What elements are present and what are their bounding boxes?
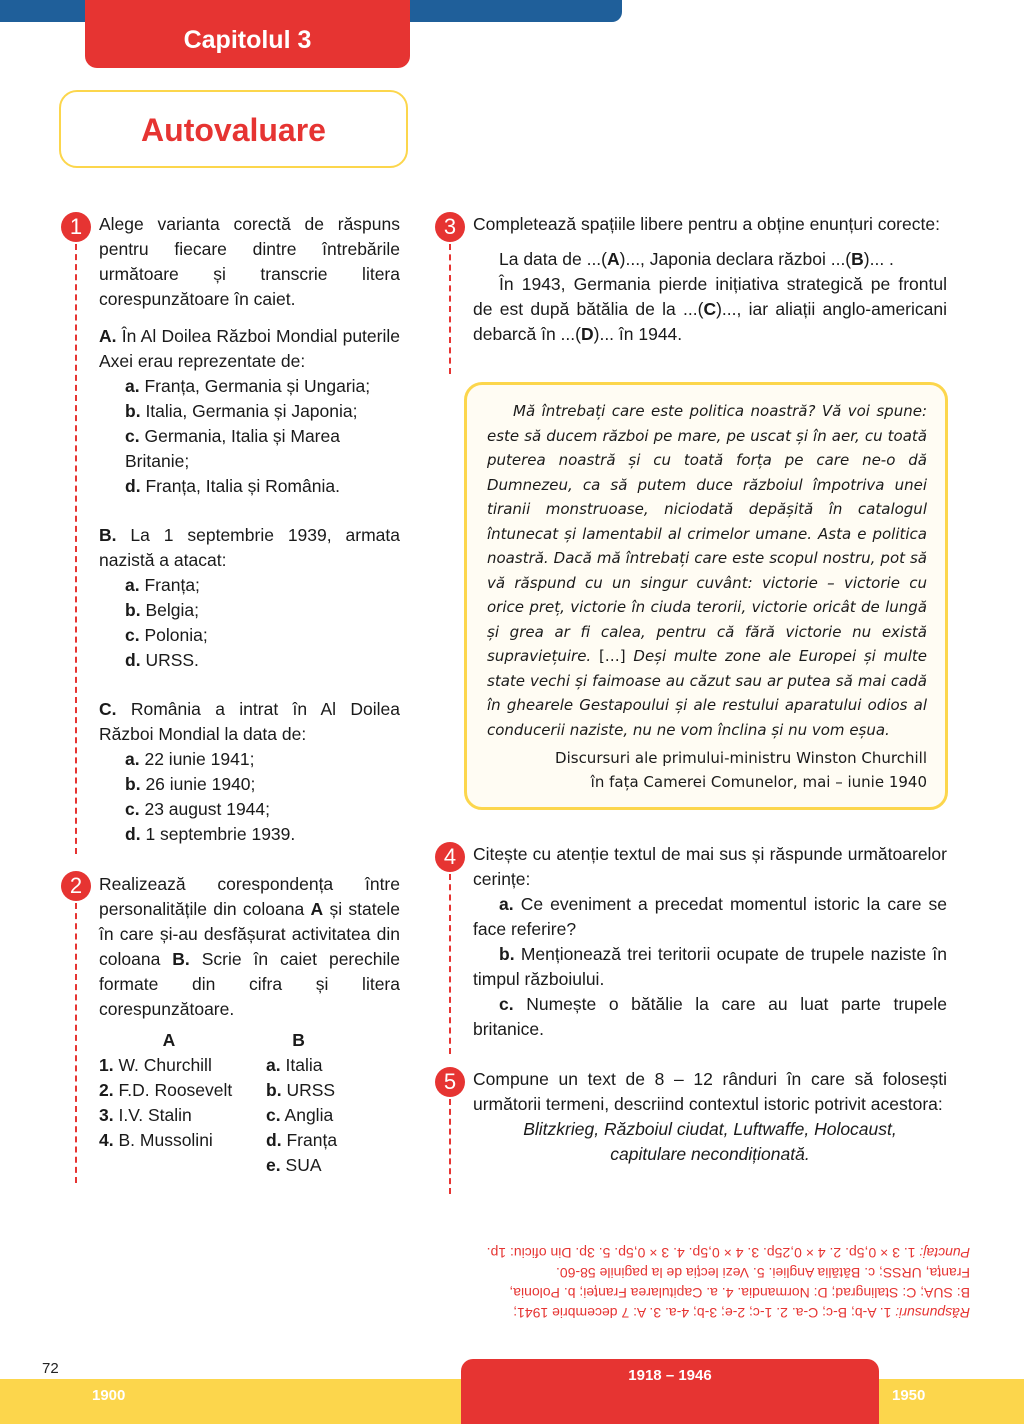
exercise-5-instruction: Compune un text de 8 – 12 rânduri în care să folosești următorii termeni, descriind contextul istoric potrivit acestora:	[473, 1069, 947, 1114]
exercise-3	[473, 212, 947, 347]
answer-line: Răspunsuri: 1. A-b; B-c; C-a. 2. 1-c; 2-e; 3-b; 4-a. 3. A: 7 decembrie 1941;	[513, 1305, 970, 1321]
answer-line: Franța, URSS; c. Bătălia Angliei. 5. Vezi lecția de la paginile 58-60.	[555, 1265, 970, 1281]
question-c: C. România a intrat în Al Doilea Război Mondial la data de:	[99, 699, 400, 744]
column-a-item: 2. F.D. Roosevelt	[99, 1080, 233, 1100]
answer-line: B: SUA; C: Stalingrad; D: Normandia. 4. a. Capitularea Franței; b. Polonia,	[509, 1285, 970, 1301]
exercise-3-instruction: Completează spațiile libere pentru a obține enunțuri corecte:	[473, 214, 940, 234]
exercise-3-badge: 3	[435, 212, 465, 242]
fill-in-sentence-2: În 1943, Germania pierde inițiativa strategică pe frontul de est după bătălia de la ...(C)..., iar aliații anglo-americani debarcă în ...(D)... în 1944.	[473, 274, 947, 344]
question-a: A. În Al Doilea Război Mondial puterile Axei erau reprezentate de:	[99, 326, 400, 371]
timeline-period-tab	[461, 1359, 879, 1424]
exercise-3-dashed-line	[449, 244, 451, 374]
column-a	[99, 1028, 266, 1178]
matching-table	[99, 1028, 400, 1178]
column-a-item: 3. I.V. Stalin	[99, 1105, 192, 1125]
option: a. Franța;	[125, 575, 200, 595]
option: c. 23 august 1944;	[125, 799, 271, 819]
column-b-item: b. URSS	[266, 1080, 336, 1100]
exercise-1-dashed-line	[75, 244, 77, 854]
column-b-header: B	[292, 1030, 305, 1050]
exercise-4-item: a. Ce eveniment a precedat momentul istoric la care se face referire?	[473, 894, 947, 939]
exercise-4	[473, 842, 947, 1042]
option: d. URSS.	[125, 650, 199, 670]
column-b-item: d. Franța	[266, 1130, 338, 1150]
exercise-5-badge: 5	[435, 1067, 465, 1097]
column-b-item: a. Italia	[266, 1055, 323, 1075]
answer-line: Punctaj: 1. 3 × 0,5p. 2. 4 × 0,25p. 3. 4 × 0,5p. 4. 3 × 0,5p. 5. 3p. Din oficiu: 1p.	[486, 1245, 970, 1261]
terms-list: Blitzkrieg, Războiul ciudat, Luftwaffe, Holocaust, capitulare necondiționată.	[523, 1119, 897, 1164]
exercise-5	[473, 1067, 947, 1167]
chapter-tab	[85, 0, 410, 68]
option: c. Polonia;	[125, 625, 208, 645]
exercise-5-dashed-line	[449, 1099, 451, 1194]
exercise-2-badge: 2	[61, 871, 91, 901]
column-b-item: c. Anglia	[266, 1105, 334, 1125]
option: c. Germania, Italia și Marea Britanie;	[125, 426, 340, 471]
option: b. 26 iunie 1940;	[125, 774, 256, 794]
column-b	[266, 1028, 400, 1178]
exercise-4-badge: 4	[435, 842, 465, 872]
churchill-quote-box	[464, 382, 948, 810]
option: d. 1 septembrie 1939.	[125, 824, 296, 844]
exercise-2-dashed-line	[75, 903, 77, 1183]
option: a. Franța, Germania și Ungaria;	[125, 376, 371, 396]
option: d. Franța, Italia și România.	[125, 476, 340, 496]
page-title-box	[59, 90, 408, 168]
column-a-item: 4. B. Mussolini	[99, 1130, 213, 1150]
page-number: 72	[42, 1360, 59, 1377]
timeline-year-start: 1900	[92, 1387, 126, 1404]
answer-key-upside-down	[420, 1243, 970, 1323]
exercise-2	[99, 872, 400, 1178]
fill-in-sentence-1: La data de ...(A)..., Japonia declara război ...(B)... .	[499, 249, 894, 269]
timeline-period: 1918 – 1946	[628, 1367, 712, 1384]
option: a. 22 iunie 1941;	[125, 749, 255, 769]
exercise-4-dashed-line	[449, 874, 451, 1054]
exercise-4-item: b. Menționează trei teritorii ocupate de trupele naziste în timpul războiului.	[473, 944, 947, 989]
exercise-1-badge: 1	[61, 212, 91, 242]
question-b: B. La 1 septembrie 1939, armata nazistă a atacat:	[99, 525, 400, 570]
exercise-4-instruction: Citește cu atenție textul de mai sus și răspunde următoarelor cerințe:	[473, 844, 947, 889]
option: b. Italia, Germania și Japonia;	[125, 401, 358, 421]
quote-source: Discursuri ale primului-ministru Winston Churchill în fața Camerei Comunelor, mai – iunie 1940	[555, 749, 927, 791]
chapter-label: Capitolul 3	[183, 26, 312, 54]
option: b. Belgia;	[125, 600, 199, 620]
exercise-1-instruction: Alege varianta corectă de răspuns pentru fiecare dintre întrebările următoare și transcrie litera corespunzătoare în caiet.	[99, 214, 400, 309]
column-a-item: 1. W. Churchill	[99, 1055, 212, 1075]
exercise-4-item: c. Numește o bătălie la care au luat parte trupele britanice.	[473, 994, 947, 1039]
timeline-year-end: 1950	[892, 1387, 926, 1404]
exercise-2-instruction: Realizează corespondența între personalitățile din coloana A și statele în care și-au desfășurat activitatea din coloana B. Scrie în caiet perechile formate din cifra și litera corespunzătoare.	[99, 874, 400, 1019]
exercise-1	[99, 212, 400, 847]
quote-text: Mă întrebați care este politica noastră? Vă voi spune: este să ducem război pe mare, pe uscat și în aer, cu toată puterea noastră și cu toată forța pe care ne-o dă Dumnezeu, ca să putem duce războiul împotriva unei tiranii monstruoase, niciodată depășită în catalogul întunecat și lamentabil al crimelor umane. Asta e politica noastră. Dacă mă întrebați care este scopul nostru, pot să vă răspund cu un singur cuvânt: victorie – victorie cu orice preț, victorie în ciuda terorii, victorie oricât de lungă și grea ar fi calea, pentru că fără victorie nu există supraviețuire. […] Deși multe zone ale Europei și multe state vechi și faimoase au căzut sau ar putea să mai cadă în ghearele Gestapoului și ale restului aparatului odios al conducerii naziste, nu ne vom înclina și nu vom eșua.	[487, 402, 927, 739]
page-title: Autovaluare	[141, 112, 326, 148]
column-b-item: e. SUA	[266, 1155, 322, 1175]
column-a-header: A	[162, 1030, 176, 1050]
